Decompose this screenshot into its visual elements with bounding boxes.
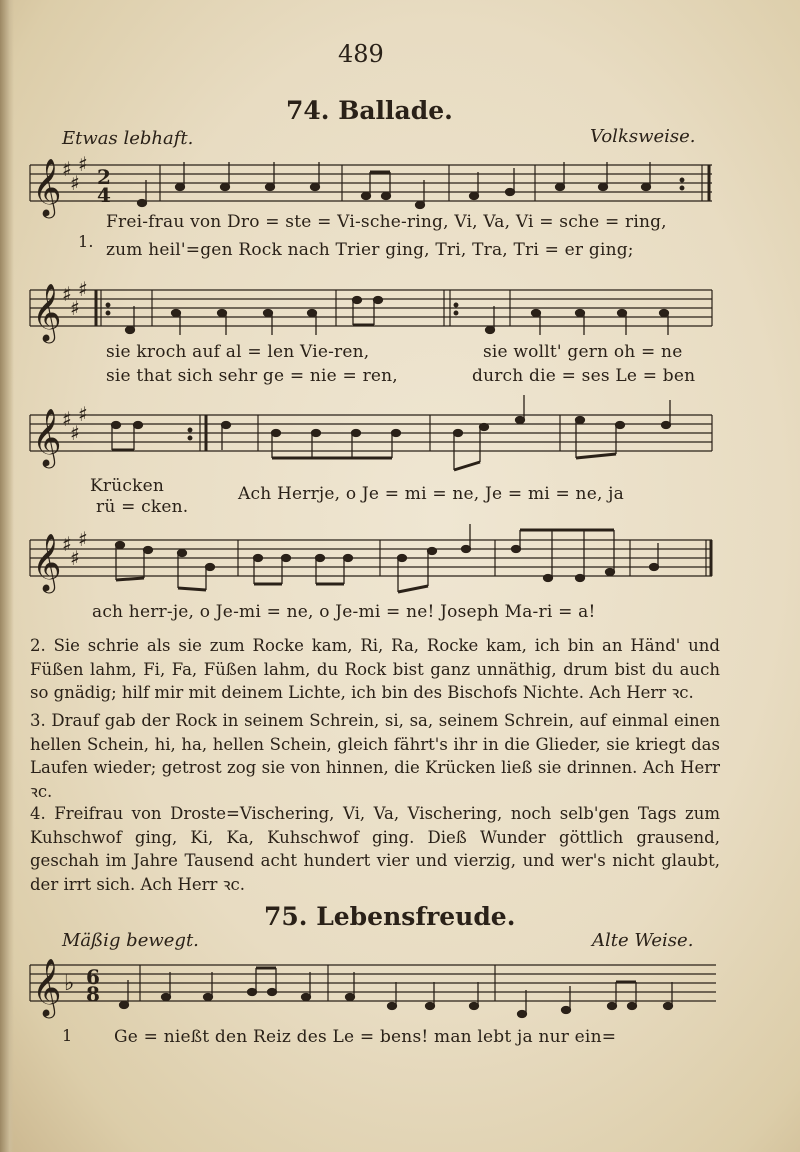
svg-text:♯: ♯	[62, 282, 72, 306]
svg-text:♯: ♯	[78, 152, 88, 176]
lyrics-line-4: ach herr-je, o Je-mi = ne, o Je-mi = ne! Joseph Ma-ri = a!	[92, 602, 596, 622]
verse-number-song-75: 1	[62, 1026, 73, 1045]
svg-text:♯: ♯	[78, 402, 88, 426]
verse-2: 2. Sie schrie als sie zum Rocke kam, Ri, Ra, Rocke kam, ich bin an Händ' und Füßen lahm, Fi, Fa, Füßen lahm, du Rock bist ganz unnäthig, drum bist du auch so gnädig; hilf mir mit deinem Lichte, ich bin des Bischofs Nichte. Ach Herr ꝛc.	[30, 636, 720, 702]
notes-song-75	[120, 968, 673, 1018]
song-title-ballade: 74. Ballade.	[286, 96, 453, 125]
lyrics-line-2b: sie wollt' gern oh = ne	[483, 342, 683, 362]
svg-text:♯: ♯	[62, 157, 72, 181]
verse-4: 4. Freifrau von Droste=Vischering, Vi, Va, Vischering, noch selb'gen Tags zum Kuhschwof ging, Ki, Ka, Kuhschwof ging. Dieß Wunder göttlich grausend, geschah im Jahre Tausend acht hundert vier und vierzig, und wer's nicht glaubt, der irrt sich. Ach Herr ꝛc.	[30, 804, 720, 894]
lyrics-line-2a: sie kroch auf al = len Vie-ren,	[106, 342, 370, 362]
sharp-key-signature	[62, 152, 88, 570]
lyrics-song-75: Ge = nießt den Reiz des Le = bens! man lebt ja nur ein=	[114, 1027, 617, 1047]
verse-number-1: 1.	[78, 232, 94, 251]
svg-text:♯: ♯	[70, 546, 80, 570]
svg-text:♯: ♯	[62, 532, 72, 556]
svg-text:♯: ♯	[78, 527, 88, 551]
treble-clef-icon: 𝄞	[32, 158, 62, 216]
flat-key-signature: ♭	[64, 971, 75, 996]
svg-text:♯: ♯	[70, 171, 80, 195]
page-number: 489	[338, 40, 384, 68]
lyrics-line-2c: sie that sich sehr ge = nie = ren,	[106, 366, 398, 386]
lyrics-line-3b: rü = cken.	[96, 497, 189, 517]
treble-clef-icon: 𝄞	[32, 958, 62, 1016]
notes-system-2	[106, 297, 668, 336]
staff-system-2	[30, 290, 712, 326]
staff-system-3	[30, 415, 712, 451]
time-sig-bottom-2: 8	[86, 982, 100, 1006]
lyrics-line-2d: durch die = ses Le = ben	[472, 366, 696, 386]
lyrics-line-3a: Krücken	[90, 476, 165, 496]
staff-song-75	[30, 965, 716, 1001]
melody-source: Volksweise.	[590, 126, 696, 147]
svg-text:♯: ♯	[70, 421, 80, 445]
verse-3: 3. Drauf gab der Rock in seinem Schrein, si, sa, seinem Schrein, auf einmal einen hellen Schein, hi, ha, hellen Schein, gleich fährt's ihr in die Glieder, sie kriegt das Laufen wieder; getrost zog sie von hinnen, die Krücken ließ sie drinnen. Ach Herr ꝛc.	[30, 711, 720, 801]
tempo-marking: Etwas lebhaft.	[62, 128, 194, 149]
time-sig-top: 2	[97, 165, 111, 189]
song-title-lebensfreude: 75. Lebensfreude.	[264, 902, 516, 931]
lyrics-line-1b: zum heil'=gen Rock nach Trier ging, Tri, Tra, Tri = er ging;	[106, 240, 634, 260]
svg-text:♯: ♯	[62, 407, 72, 431]
lyrics-line-3c: Ach Herrje, o Je = mi = ne, Je = mi = ne, ja	[238, 484, 624, 504]
svg-text:♯: ♯	[78, 277, 88, 301]
time-sig-bottom: 4	[97, 183, 111, 207]
time-sig-top-2: 6	[86, 965, 100, 989]
treble-clef-icon: 𝄞	[32, 283, 62, 341]
tempo-marking-2: Mäßig bewegt.	[62, 930, 199, 951]
treble-clef-icon: 𝄞	[32, 408, 62, 466]
melody-source-2: Alte Weise.	[592, 930, 694, 951]
lyrics-line-1a: Frei-frau von Dro = ste = Vi-sche-ring, Vi, Va, Vi = sche = ring,	[106, 212, 667, 232]
treble-clef-icon: 𝄞	[32, 533, 62, 591]
svg-text:♯: ♯	[70, 296, 80, 320]
